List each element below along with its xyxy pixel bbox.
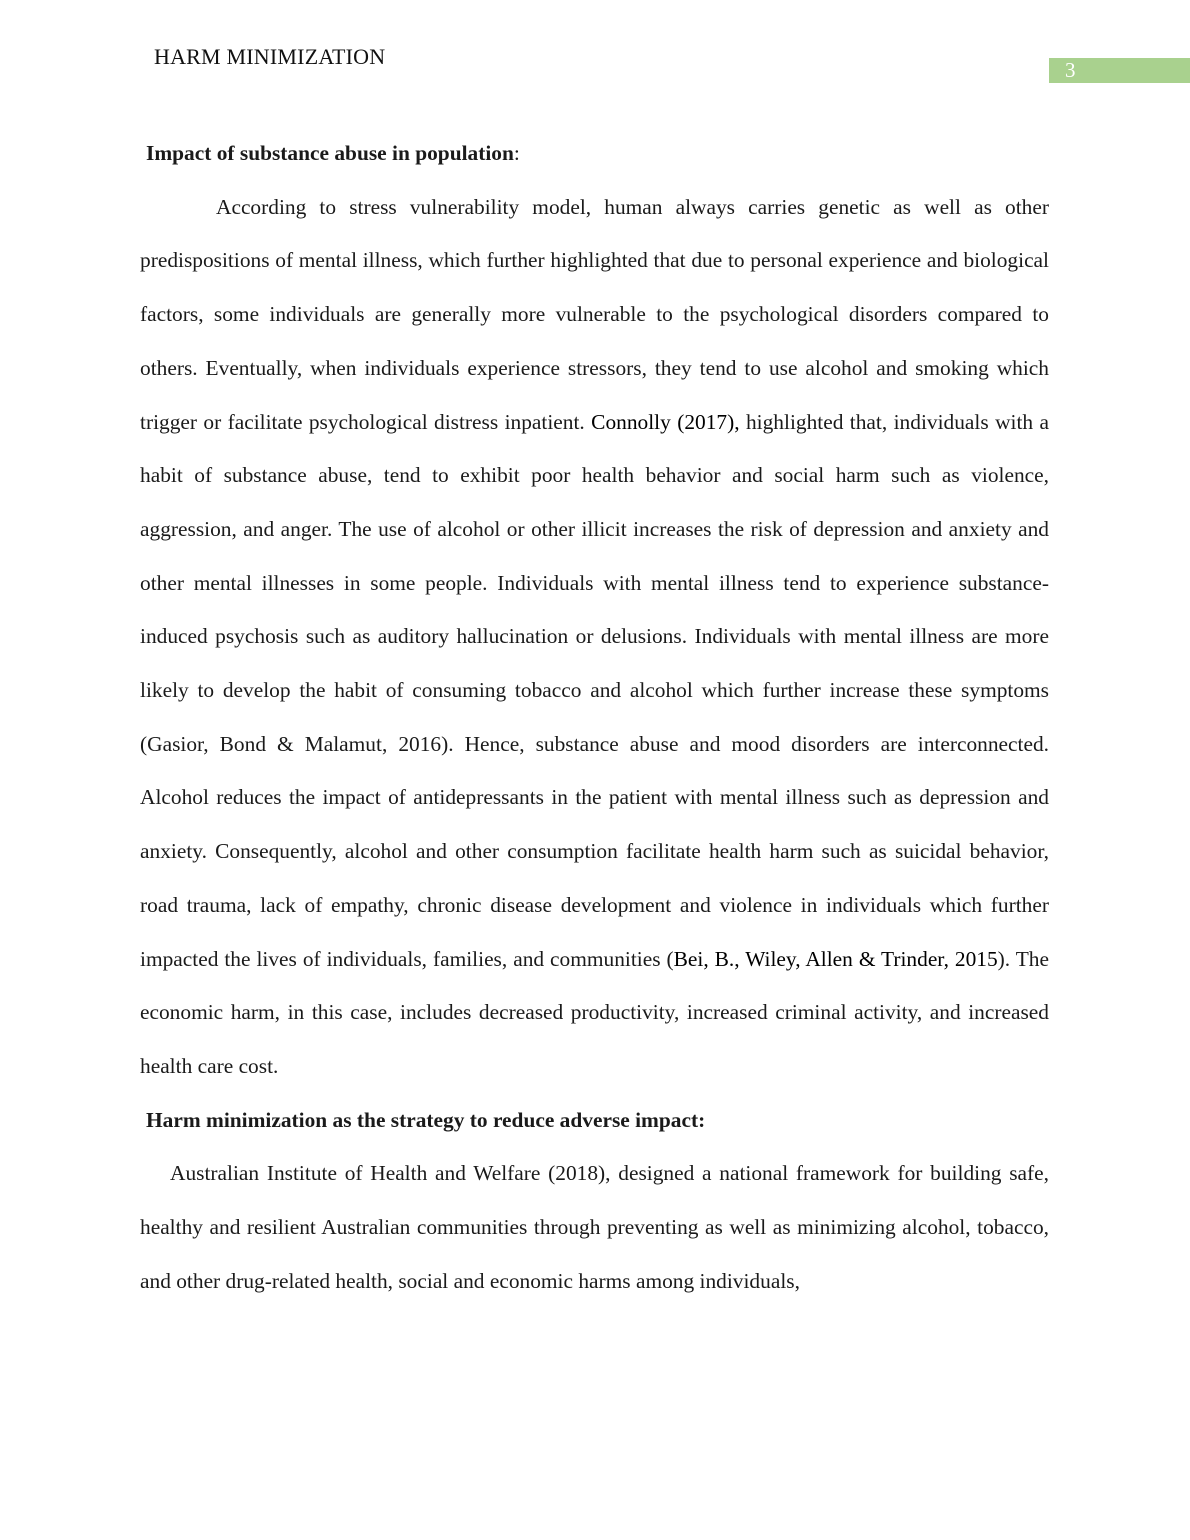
page-number-badge bbox=[1049, 58, 1190, 83]
section-heading-impact-text: Impact of substance abuse in population bbox=[146, 141, 514, 165]
running-head: HARM MINIMIZATION bbox=[154, 44, 386, 69]
paragraph-impact-part-3: ). The economic harm, in this case, includes decreased productivity, increased criminal activity, and increased health care cost. bbox=[140, 946, 1049, 1078]
section-heading-impact-colon: : bbox=[513, 141, 520, 165]
paragraph-impact bbox=[140, 181, 1049, 1094]
paragraph-harm-minimization: Australian Institute of Health and Welfare (2018), designed a national framework for building safe, healthy and resilient Australian communities through preventing as well as minimizing alcohol, tobacco, and other drug-related health, social and economic harms among individuals, bbox=[140, 1161, 1049, 1293]
document-body bbox=[140, 127, 1049, 1308]
section-heading-harm-minimization: Harm minimization as the strategy to reduce adverse impact: bbox=[146, 1107, 706, 1132]
page-number: 3 bbox=[1065, 58, 1076, 82]
citation-connolly: Connolly (2017), bbox=[591, 409, 740, 434]
citation-bei: Bei, B., Wiley, Allen & Trinder, 2015 bbox=[673, 946, 998, 971]
section-heading-impact bbox=[140, 127, 1049, 181]
paragraph-impact-part-1: According to stress vulnerability model, human always carries genetic as well as other predispositions of mental illness, which further highlighted that due to personal experience and biological factors, some individuals are generally more vulnerable to the psychological disorders compared to others. Eventually, when individuals experience stressors, they tend to use alcohol and smoking which trigger or facilitate psychological distress inpatient. bbox=[140, 194, 1049, 434]
paragraph-impact-part-2: highlighted that, individuals with a habit of substance abuse, tend to exhibit poor health behavior and social harm such as violence, aggression, and anger. The use of alcohol or other illicit increases the risk of depression and anxiety and other mental illnesses in some people. Individuals with mental illness tend to experience substance-induced psychosis such as auditory hallucination or delusions. Individuals with mental illness are more likely to develop the habit of consuming tobacco and alcohol which further increase these symptoms (Gasior, Bond & Malamut, 2016). Hence, substance abuse and mood disorders are interconnected. Alcohol reduces the impact of antidepressants in the patient with mental illness such as depression and anxiety. Consequently, alcohol and other consumption facilitate health harm such as suicidal behavior, road trauma, lack of empathy, chronic disease development and violence in individuals which further impacted the lives of individuals, families, and communities ( bbox=[140, 409, 1049, 971]
